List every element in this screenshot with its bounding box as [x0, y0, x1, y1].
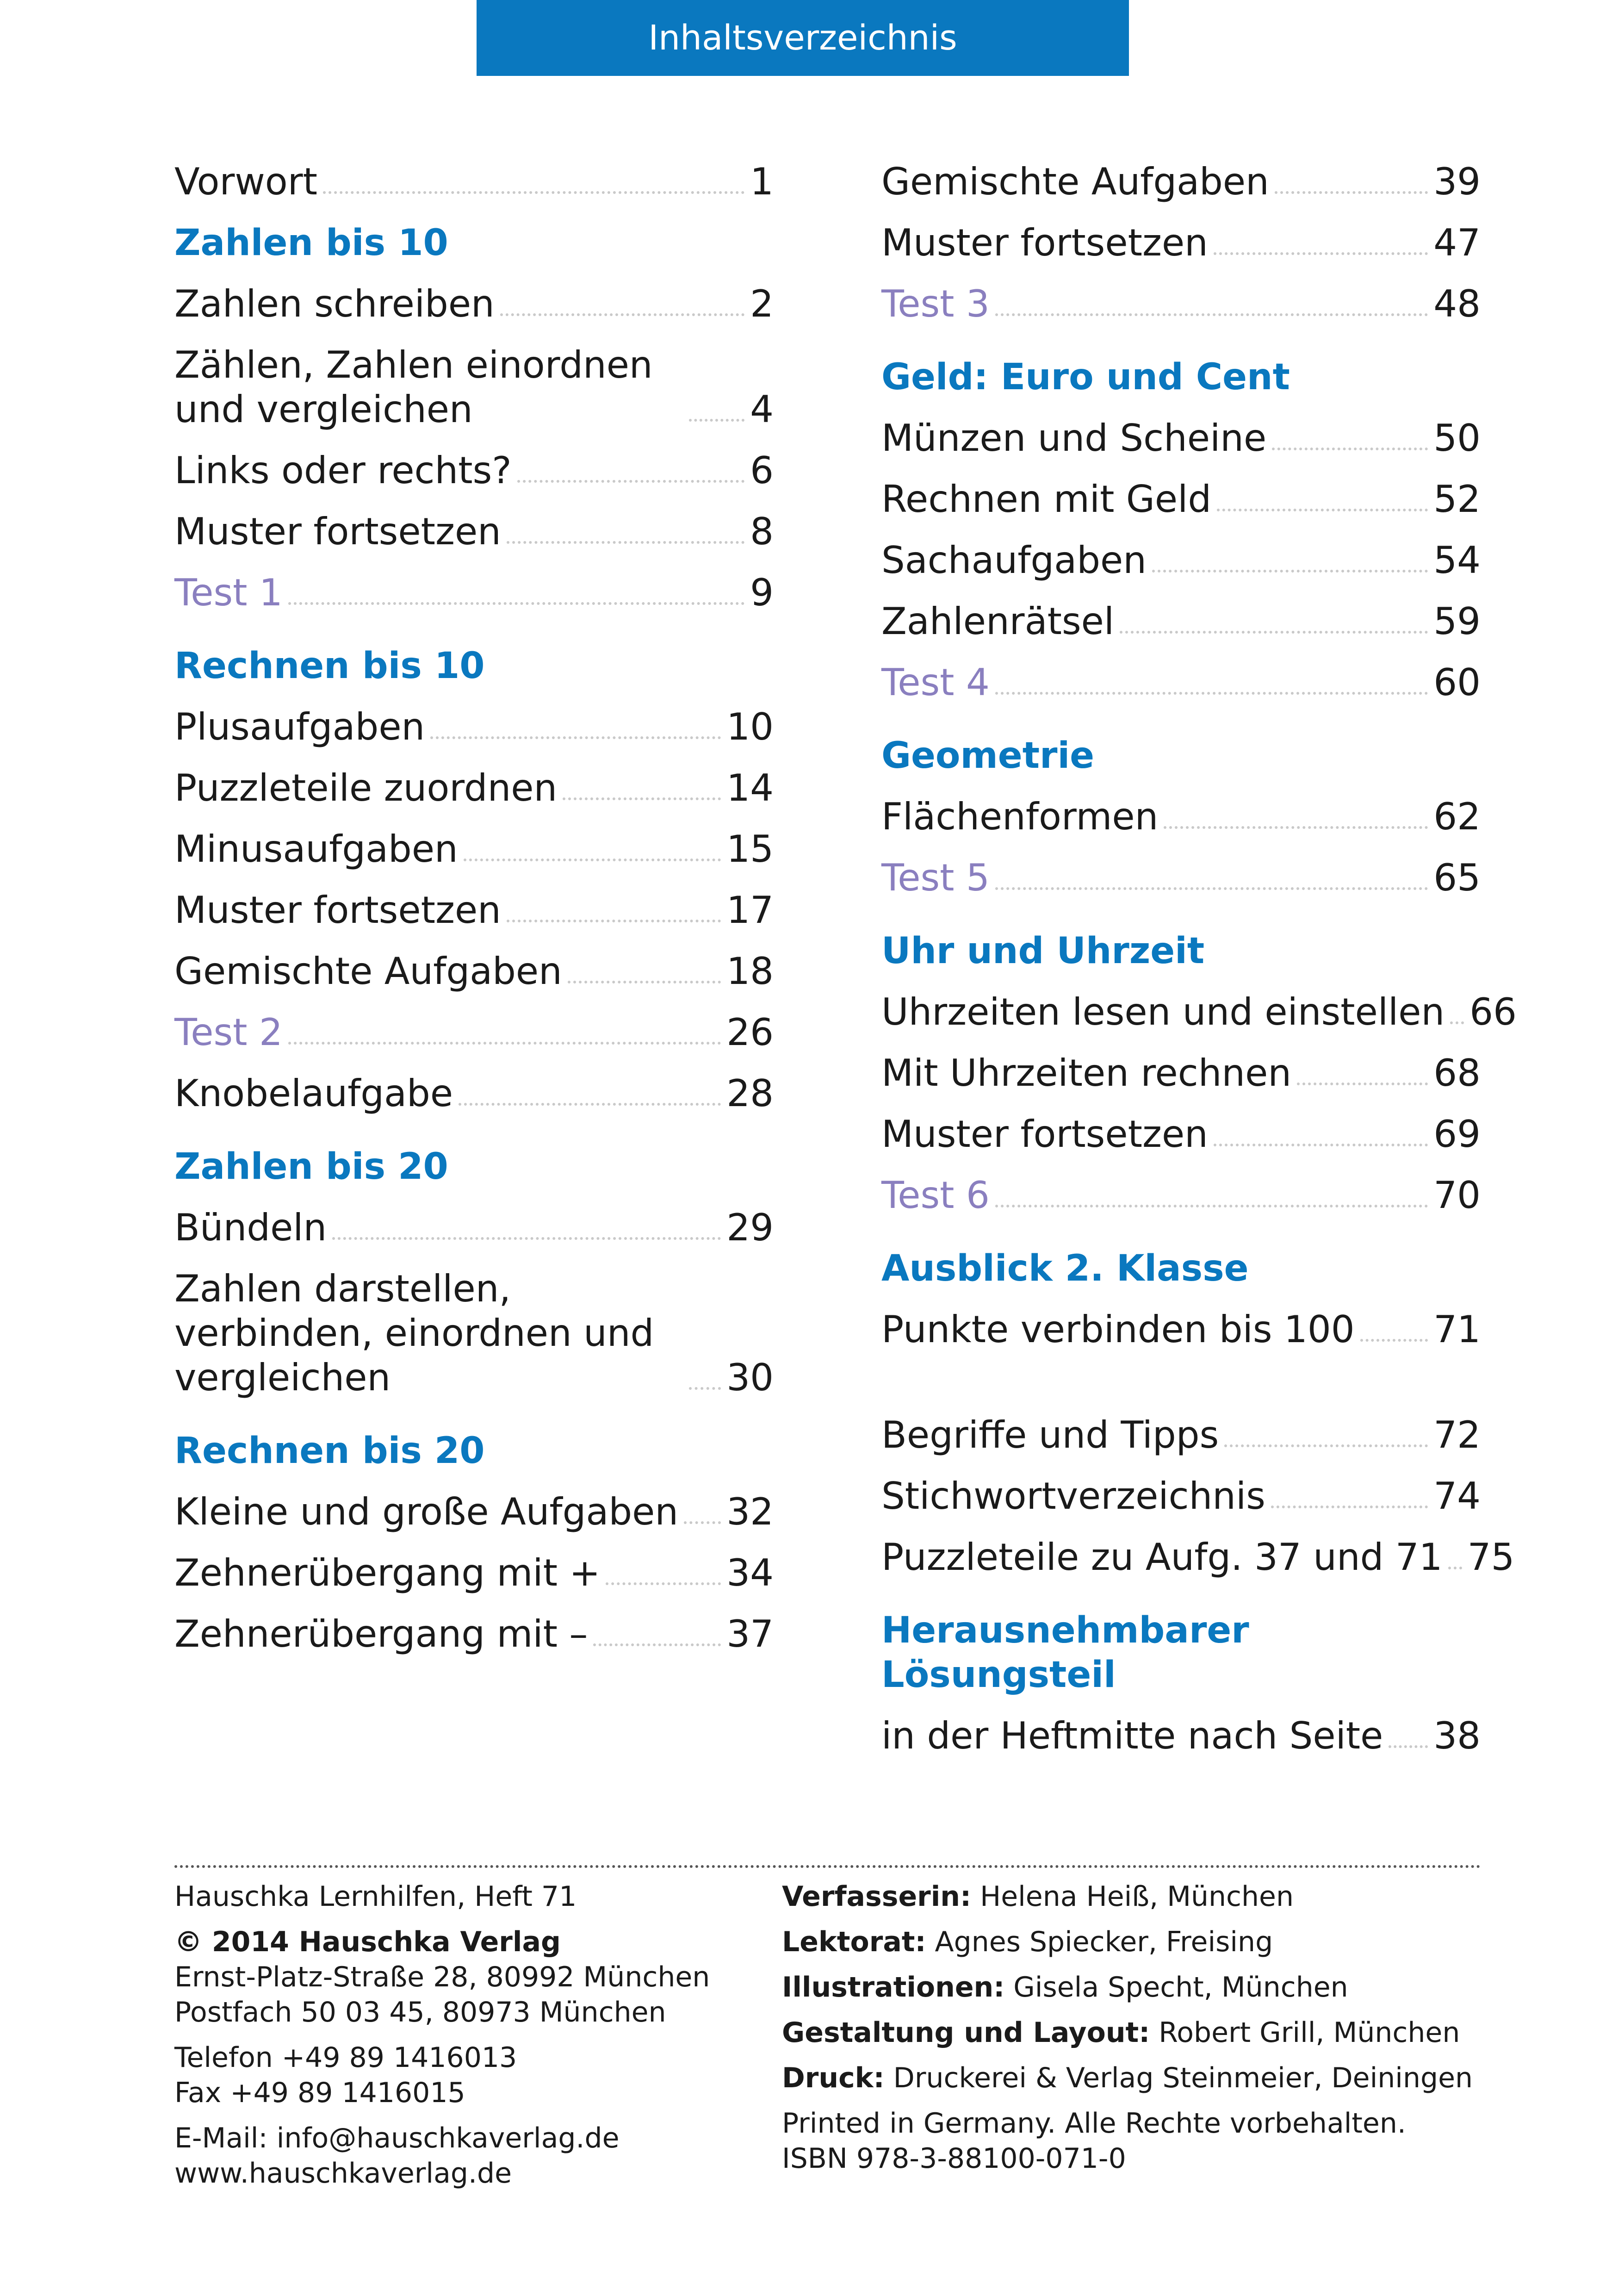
toc-entry: [881, 1535, 1515, 1580]
toc-page-number: 52: [1433, 478, 1481, 521]
dot-leader: [1224, 1444, 1428, 1447]
dot-leader: [689, 1387, 721, 1390]
toc-entry: [174, 1071, 774, 1116]
toc-entry: [881, 1307, 1481, 1352]
toc-entry-title: Test 3: [881, 282, 990, 325]
toc-test-entry: [881, 856, 1481, 900]
dot-leader: [1271, 1506, 1428, 1508]
toc-entry: [174, 1612, 774, 1656]
toc-page-number: 4: [750, 388, 774, 431]
toc-test-entry: [881, 282, 1481, 326]
rights-block: [782, 2106, 1522, 2176]
dot-leader: [1272, 448, 1428, 450]
dot-leader: [689, 419, 744, 422]
toc-left-column: [174, 160, 774, 1673]
editor-value: Agnes Spiecker, Freising: [926, 1926, 1273, 1958]
dot-leader: [1275, 191, 1428, 194]
dot-leader: [1360, 1339, 1428, 1342]
address-line: Ernst-Platz-Straße 28, 80992 München: [174, 1961, 710, 1993]
dot-leader: [1214, 252, 1428, 255]
toc-entry-title: Links oder rechts?: [174, 449, 512, 492]
toc-page-number: 54: [1433, 539, 1481, 582]
dot-leader: [995, 313, 1428, 316]
section-heading: Zahlen bis 10: [174, 222, 448, 264]
toc-page-number: 70: [1433, 1174, 1481, 1217]
dot-leader: [459, 1103, 721, 1106]
toc-test-entry: [174, 571, 774, 615]
dot-leader: [995, 1205, 1428, 1207]
toc-page-number: 10: [726, 705, 774, 748]
dot-leader: [995, 692, 1428, 695]
website: www.hauschkaverlag.de: [174, 2157, 512, 2190]
dot-leader: [1297, 1083, 1428, 1085]
toc-entry: [881, 795, 1481, 839]
toc-page-number: 69: [1433, 1113, 1481, 1156]
toc-entry-title: Gemischte Aufgaben: [174, 950, 562, 993]
section-heading: Geometrie: [881, 735, 1095, 777]
toc-entry-title: Begriffe und Tipps: [881, 1413, 1219, 1456]
editor-line: [782, 1924, 1522, 1960]
toc-entry: [881, 221, 1481, 265]
toc-entry: [174, 448, 774, 493]
toc-page-number: 48: [1433, 282, 1481, 325]
toc-entry-title: Zahlen darstellen, verbinden, einordnen und vergleichen: [174, 1267, 654, 1399]
illustrations-value: Gisela Specht, München: [1004, 1971, 1348, 2004]
toc-entry-title: Bündeln: [174, 1206, 327, 1249]
toc-entry-title: Muster fortsetzen: [881, 221, 1208, 264]
section-heading: Uhr und Uhrzeit: [881, 930, 1205, 972]
toc-entry-title: Mit Uhrzeiten rechnen: [881, 1052, 1292, 1095]
toc-entry-title: Kleine und große Aufgaben: [174, 1490, 679, 1533]
dot-leader: [332, 1237, 721, 1240]
toc-page-number: 18: [726, 950, 774, 993]
imprint-left: [174, 1879, 776, 2201]
toc-entry: [881, 538, 1481, 583]
toc-entry-title: Muster fortsetzen: [174, 510, 501, 553]
toc-entry: [881, 990, 1517, 1034]
toc-entry: [881, 416, 1481, 460]
email: E-Mail: info@hauschkaverlag.de: [174, 2122, 620, 2154]
dot-leader: [288, 1042, 721, 1045]
dot-leader: [593, 1643, 721, 1646]
dot-leader: [1214, 1144, 1428, 1146]
toc-entry-title: Rechnen mit Geld: [881, 478, 1212, 521]
toc-entry: [881, 1112, 1481, 1157]
toc-page-number: 15: [726, 828, 774, 871]
toc-page-number: 14: [726, 766, 774, 809]
toc-entry: [174, 827, 774, 871]
toc-entry-title: Flächenformen: [881, 795, 1159, 838]
toc-entry-title: Uhrzeiten lesen und einstellen: [881, 990, 1445, 1033]
print-line: [782, 2060, 1522, 2096]
online-block: [174, 2121, 776, 2191]
dot-leader: [1217, 509, 1428, 511]
dot-leader: [684, 1521, 721, 1524]
toc-page-number: 60: [1433, 661, 1481, 704]
toc-entry-title: Punkte verbinden bis 100: [881, 1308, 1355, 1351]
toc-entry: [174, 766, 774, 810]
dot-leader: [568, 981, 721, 983]
toc-entry-title: Test 4: [881, 661, 990, 704]
toc-entry: [881, 1474, 1481, 1518]
toc-entry: [881, 1051, 1481, 1095]
dot-leader: [1389, 1745, 1428, 1748]
toc-entry-title: Zehnerübergang mit –: [174, 1612, 588, 1655]
toc-page-number: 34: [726, 1551, 774, 1594]
dot-leader: [1164, 826, 1428, 829]
toc-right-column: [881, 160, 1517, 1775]
imprint-divider: [174, 1865, 1481, 1868]
toc-entry: [881, 160, 1481, 204]
toc-entry-title: Zählen, Zahlen einordnen und vergleichen: [174, 343, 653, 431]
toc-page-number: 47: [1433, 221, 1481, 264]
toc-entry-title: Vorwort: [174, 160, 317, 203]
toc-page-number: 26: [726, 1011, 774, 1054]
toc-entry-title: Sachaufgaben: [881, 539, 1147, 582]
toc-page-number: 17: [726, 889, 774, 932]
dot-leader: [288, 602, 744, 605]
toc-entry: [174, 1551, 774, 1595]
author-label: Verfasserin:: [782, 1880, 972, 1913]
imprint-right: [782, 1879, 1522, 2186]
section-heading: Herausnehmbarer Lösungsteil: [881, 1610, 1249, 1696]
dot-leader: [563, 797, 721, 800]
section-heading: Ausblick 2. Klasse: [881, 1248, 1249, 1289]
toc-entry: [174, 705, 774, 749]
toc-entry: [881, 1714, 1481, 1758]
toc-page-number: 68: [1433, 1052, 1481, 1095]
dot-leader: [1120, 631, 1428, 634]
toc-page-number: 62: [1433, 795, 1481, 838]
toc-entry: [881, 477, 1481, 522]
dot-leader: [500, 313, 744, 316]
toc-page-number: 65: [1433, 856, 1481, 899]
toc-entry-title: Minusaufgaben: [174, 828, 458, 871]
toc-entry: [174, 510, 774, 554]
toc-entry-title: Gemischte Aufgaben: [881, 160, 1269, 203]
toc-entry: [174, 343, 774, 432]
dot-leader: [430, 736, 721, 739]
toc-page-number: 6: [750, 449, 774, 492]
toc-page-number: 2: [750, 282, 774, 325]
toc-entry-title: Zahlenrätsel: [881, 600, 1115, 643]
toc-entry-title: Plusaufgaben: [174, 705, 425, 748]
contact-block: [174, 2040, 776, 2110]
section-heading: Rechnen bis 10: [174, 645, 485, 687]
layout-line: [782, 2015, 1522, 2050]
author-line: [782, 1879, 1522, 1914]
toc-entry-title: Test 1: [174, 571, 283, 614]
dot-leader: [606, 1582, 721, 1585]
toc-entry: [174, 1267, 774, 1400]
toc-page-number: 30: [726, 1356, 774, 1399]
rights: Printed in Germany. Alle Rechte vorbehalten.: [782, 2107, 1406, 2140]
toc-entry-title: Muster fortsetzen: [881, 1113, 1208, 1156]
dot-leader: [323, 191, 744, 194]
toc-entry-title: Zehnerübergang mit +: [174, 1551, 601, 1594]
toc-page-number: 8: [750, 510, 774, 553]
layout-label: Gestaltung und Layout:: [782, 2016, 1150, 2049]
dot-leader: [464, 859, 721, 861]
toc-entry-title: Test 5: [881, 856, 990, 899]
toc-page-number: 39: [1433, 160, 1481, 203]
toc-page-number: 38: [1433, 1714, 1481, 1757]
dot-leader: [517, 480, 744, 483]
toc-page-number: 28: [726, 1072, 774, 1115]
toc-entry-title: in der Heftmitte nach Seite: [881, 1714, 1383, 1757]
isbn: ISBN 978-3-88100-071-0: [782, 2142, 1126, 2175]
toc-entry-title: Knobelaufgabe: [174, 1072, 453, 1115]
toc-page-number: 29: [726, 1206, 774, 1249]
dot-leader: [1152, 570, 1428, 572]
toc-test-entry: [881, 1173, 1481, 1218]
section-heading: Rechnen bis 20: [174, 1430, 485, 1472]
toc-entry-title: Puzzleteile zu Aufg. 37 und 71: [881, 1536, 1443, 1579]
phone: Telefon +49 89 1416013: [174, 2041, 517, 2074]
section-heading: Zahlen bis 20: [174, 1146, 448, 1188]
print-label: Druck:: [782, 2062, 885, 2094]
toc-entry: [174, 282, 774, 326]
toc-page-number: 66: [1469, 990, 1517, 1033]
toc-entry-title: Puzzleteile zuordnen: [174, 766, 558, 809]
print-value: Druckerei & Verlag Steinmeier, Deiningen: [884, 2062, 1473, 2094]
toc-page-number: 50: [1433, 417, 1481, 460]
illustrations-label: Illustrationen:: [782, 1971, 1005, 2004]
publisher-block: [174, 1924, 776, 2030]
dot-leader: [1448, 1567, 1462, 1569]
toc-entry: [174, 1206, 774, 1250]
editor-label: Lektorat:: [782, 1926, 926, 1958]
toc-entry-title: Test 2: [174, 1011, 283, 1054]
copyright: © 2014 Hauschka Verlag: [174, 1926, 561, 1958]
dot-leader: [507, 920, 721, 922]
toc-page-number: 9: [750, 571, 774, 614]
toc-entry-title: Stichwortverzeichnis: [881, 1475, 1265, 1518]
toc-page-number: 37: [726, 1612, 774, 1655]
toc-page-number: 59: [1433, 600, 1481, 643]
layout-value: Robert Grill, München: [1150, 2016, 1460, 2049]
toc-page-number: 75: [1467, 1536, 1515, 1579]
illustrations-line: [782, 1970, 1522, 2005]
toc-test-entry: [881, 660, 1481, 705]
toc-page-number: 32: [726, 1490, 774, 1533]
toc-entry: [881, 599, 1481, 644]
author-value: Helena Heiß, München: [971, 1880, 1294, 1913]
toc-entry-title: Zahlen schreiben: [174, 282, 495, 325]
toc-spacer: [881, 1369, 1481, 1413]
toc-page-number: 72: [1433, 1413, 1481, 1456]
toc-page-number: 74: [1433, 1475, 1481, 1518]
page-banner: Inhaltsverzeichnis: [477, 0, 1129, 76]
toc-entry-title: Münzen und Scheine: [881, 417, 1267, 460]
toc-page-number: 1: [750, 160, 774, 203]
toc-test-entry: [174, 1010, 774, 1055]
toc-entry: [174, 888, 774, 933]
toc-entry: [881, 1413, 1481, 1457]
section-heading: Geld: Euro und Cent: [881, 356, 1290, 398]
postal-line: Postfach 50 03 45, 80973 München: [174, 1996, 666, 2028]
toc-page-number: 71: [1433, 1308, 1481, 1351]
toc-entry: [174, 949, 774, 994]
series: Hauschka Lernhilfen, Heft 71: [174, 1880, 577, 1913]
toc-entry: [174, 1490, 774, 1534]
dot-leader: [995, 887, 1428, 890]
dot-leader: [507, 541, 744, 544]
dot-leader: [1450, 1021, 1464, 1024]
fax: Fax +49 89 1416015: [174, 2077, 465, 2109]
toc-entry-title: Muster fortsetzen: [174, 889, 501, 932]
toc-entry-title: Test 6: [881, 1174, 990, 1217]
toc-entry: [174, 160, 774, 204]
